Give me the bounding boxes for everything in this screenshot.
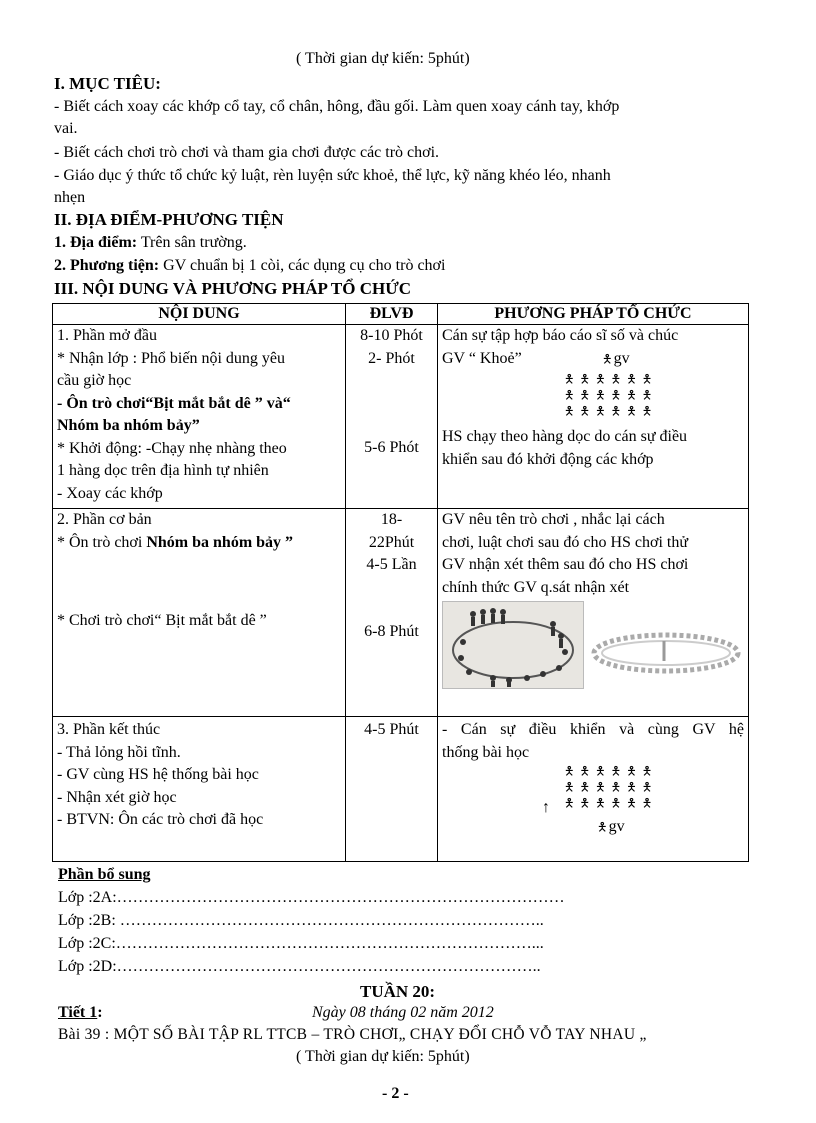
row2-method [438, 509, 749, 717]
duration-line: 22Phút [368, 533, 415, 551]
row3-content [53, 717, 346, 862]
content-line: * Chơi trò chơi“ Bịt mắt bắt dê ” [57, 612, 267, 629]
method-line: Cán sự tập hợp báo cáo sĩ số và chúc [442, 327, 679, 344]
lesson-colon: : [97, 1004, 103, 1021]
section-3-title: III. NỘI DUNG VÀ PHƯƠNG PHÁP TỔ CHỨC [54, 279, 412, 298]
student-row: 🯅 🯅 🯅 🯅 🯅 🯅 [564, 404, 654, 418]
student-row: 🯅 🯅 🯅 🯅 🯅 🯅 [564, 796, 654, 810]
method-line: chính thức GV q.sát nhận xét [442, 578, 630, 596]
row3-duration [346, 717, 438, 862]
class-note-line: Lớp :2B: …………………………………………………………………….. [58, 912, 544, 929]
class-note-line: Lớp :2A:………………………………………………………………………… [58, 889, 565, 906]
teacher-marker [597, 816, 625, 839]
lesson-label [58, 1004, 103, 1022]
time-estimate-top: ( Thời gian dự kiến: 5phút) [296, 50, 470, 67]
method-line: GV nêu tên trò chơi , nhắc lại cách [442, 511, 665, 528]
header-method: PHƯƠNG PHÁP TỔ CHỨC [438, 304, 749, 325]
method-line: HS chạy theo hàng dọc do cán sự điều [442, 428, 688, 445]
week-title: TUẦN 20: [360, 982, 436, 1001]
section-2-title: II. ĐỊA ĐIỂM-PHƯƠNG TIỆN [54, 210, 284, 229]
place-label: 1. Địa điểm: [54, 234, 138, 251]
lesson-plan-table [52, 303, 749, 862]
content-line: cầu giờ học [57, 372, 132, 389]
student-row: 🯅 🯅 🯅 🯅 🯅 🯅 [564, 764, 654, 778]
person-icon: 🯅 [602, 351, 614, 366]
content-line: * Nhận lớp : Phổ biến nội dung yêu [57, 349, 285, 367]
duration-line: 18- [380, 511, 403, 528]
objective-line: - Giáo dục ý thức tổ chức kỷ luật, rèn luyện sức khoẻ, thể lực, kỹ năng khéo léo, nhanh [54, 167, 611, 184]
circle-game-illustration [443, 602, 583, 688]
duration-line: 8-10 Phót [360, 327, 423, 344]
supplement-title: Phần bổ sung [58, 866, 151, 883]
method-line: GV nhận xét thêm sau đó cho HS chơi [442, 556, 689, 573]
objective-line: vai. [54, 120, 78, 137]
header-content: NỘI DUNG [53, 304, 346, 325]
method-line: chơi, luật chơi sau đó cho HS chơi thử [442, 533, 689, 551]
content-line: - Nhận xét giờ học [57, 788, 177, 806]
content-line: Nhóm ba nhóm bảy” [57, 417, 200, 434]
lesson-topic: Bài 39 : MỘT SỐ BÀI TẬP RL TTCB – TRÒ CHƠI„ CHẠY ĐỔI CHỖ VỖ TAY NHAU „ [58, 1026, 647, 1043]
content-line: - BTVN: Ôn các trò chơi đã học [57, 811, 264, 828]
duration-line: 4-5 Phút [364, 721, 419, 738]
method-line: - Cán sự điều khiển và cùng GV hệ [442, 721, 744, 738]
row1-method [438, 325, 749, 509]
class-note-line: Lớp :2D:…………………………………………………………………….. [58, 958, 541, 975]
student-formation [442, 370, 744, 426]
place-value: Trên sân trường. [137, 234, 247, 251]
table-row [53, 509, 749, 717]
method-line: khiển sau đó khởi động các khớp [442, 450, 654, 468]
game-photo [442, 601, 584, 689]
duration-line: 2- Phót [368, 349, 415, 367]
game-photo [590, 627, 742, 677]
content-line: - GV cùng HS hệ thống bài học [57, 766, 259, 783]
teacher-label: gv [613, 349, 630, 367]
circle-children-illustration [590, 627, 742, 677]
content-line: - Ôn trò chơi“Bịt mắt bắt dê ” và“ [57, 394, 291, 412]
row1-duration [346, 325, 438, 509]
row2-duration [346, 509, 438, 717]
duration-line: 6-8 Phút [364, 622, 419, 640]
time-estimate-bottom: ( Thời gian dự kiến: 5phút) [296, 1048, 470, 1065]
content-line: * Khởi động: -Chạy nhẹ nhàng theo [57, 439, 287, 457]
person-icon: 🯅 [597, 820, 609, 834]
method-text: GV “ Khoẻ” [442, 349, 522, 367]
row2-content [53, 509, 346, 717]
objective-line: - Biết cách chơi trò chơi và tham gia chơi được các trò chơi. [54, 144, 440, 161]
up-arrow-icon: ↑ [542, 799, 550, 816]
method-line: thống bài học [442, 743, 530, 761]
method-line [442, 348, 744, 371]
table-row [53, 717, 749, 862]
duration-line: 4-5 Lần [366, 556, 417, 573]
equipment-value: GV chuẩn bị 1 còi, các dụng cụ cho trò chơi [159, 257, 446, 274]
teacher-marker [602, 348, 630, 371]
place-line [54, 234, 247, 252]
closing-formation [442, 764, 744, 840]
objective-line: - Biết cách xoay các khớp cổ tay, cổ chân, hông, đầu gối. Làm quen xoay cánh tay, khớp [54, 98, 620, 115]
table-row [53, 325, 749, 509]
content-line: 1. Phần mở đầu [57, 327, 158, 344]
content-line: - Thả lỏng hồi tĩnh. [57, 743, 181, 761]
equipment-line [54, 257, 445, 275]
student-row: 🯅 🯅 🯅 🯅 🯅 🯅 [564, 388, 654, 402]
content-line: * Ôn trò chơi Nhóm ba nhóm bảy ” [57, 533, 294, 551]
teacher-label: gv [608, 818, 625, 835]
student-row: 🯅 🯅 🯅 🯅 🯅 🯅 [564, 780, 654, 794]
row3-method [438, 717, 749, 862]
table-header-row [53, 304, 749, 325]
student-row: 🯅 🯅 🯅 🯅 🯅 🯅 [564, 372, 654, 386]
header-duration: ĐLVĐ [346, 304, 438, 325]
content-line: 1 hàng dọc trên địa hình tự nhiên [57, 462, 269, 479]
section-1-title: I. MỤC TIÊU: [54, 74, 161, 93]
content-line: 3. Phần kết thúc [57, 721, 161, 738]
row1-content [53, 325, 346, 509]
content-line: 2. Phần cơ bản [57, 511, 152, 528]
objective-line: nhẹn [54, 189, 86, 206]
page-number: - 2 - [382, 1085, 409, 1102]
equipment-label: 2. Phương tiện: [54, 257, 160, 274]
lesson-number: Tiết 1 [58, 1004, 98, 1021]
duration-line: 5-6 Phót [364, 439, 419, 456]
lesson-date: Ngày 08 tháng 02 năm 2012 [312, 1004, 494, 1021]
class-note-line: Lớp :2C:……………………………………………………………………... [58, 935, 544, 952]
content-line: - Xoay các khớp [57, 484, 163, 502]
